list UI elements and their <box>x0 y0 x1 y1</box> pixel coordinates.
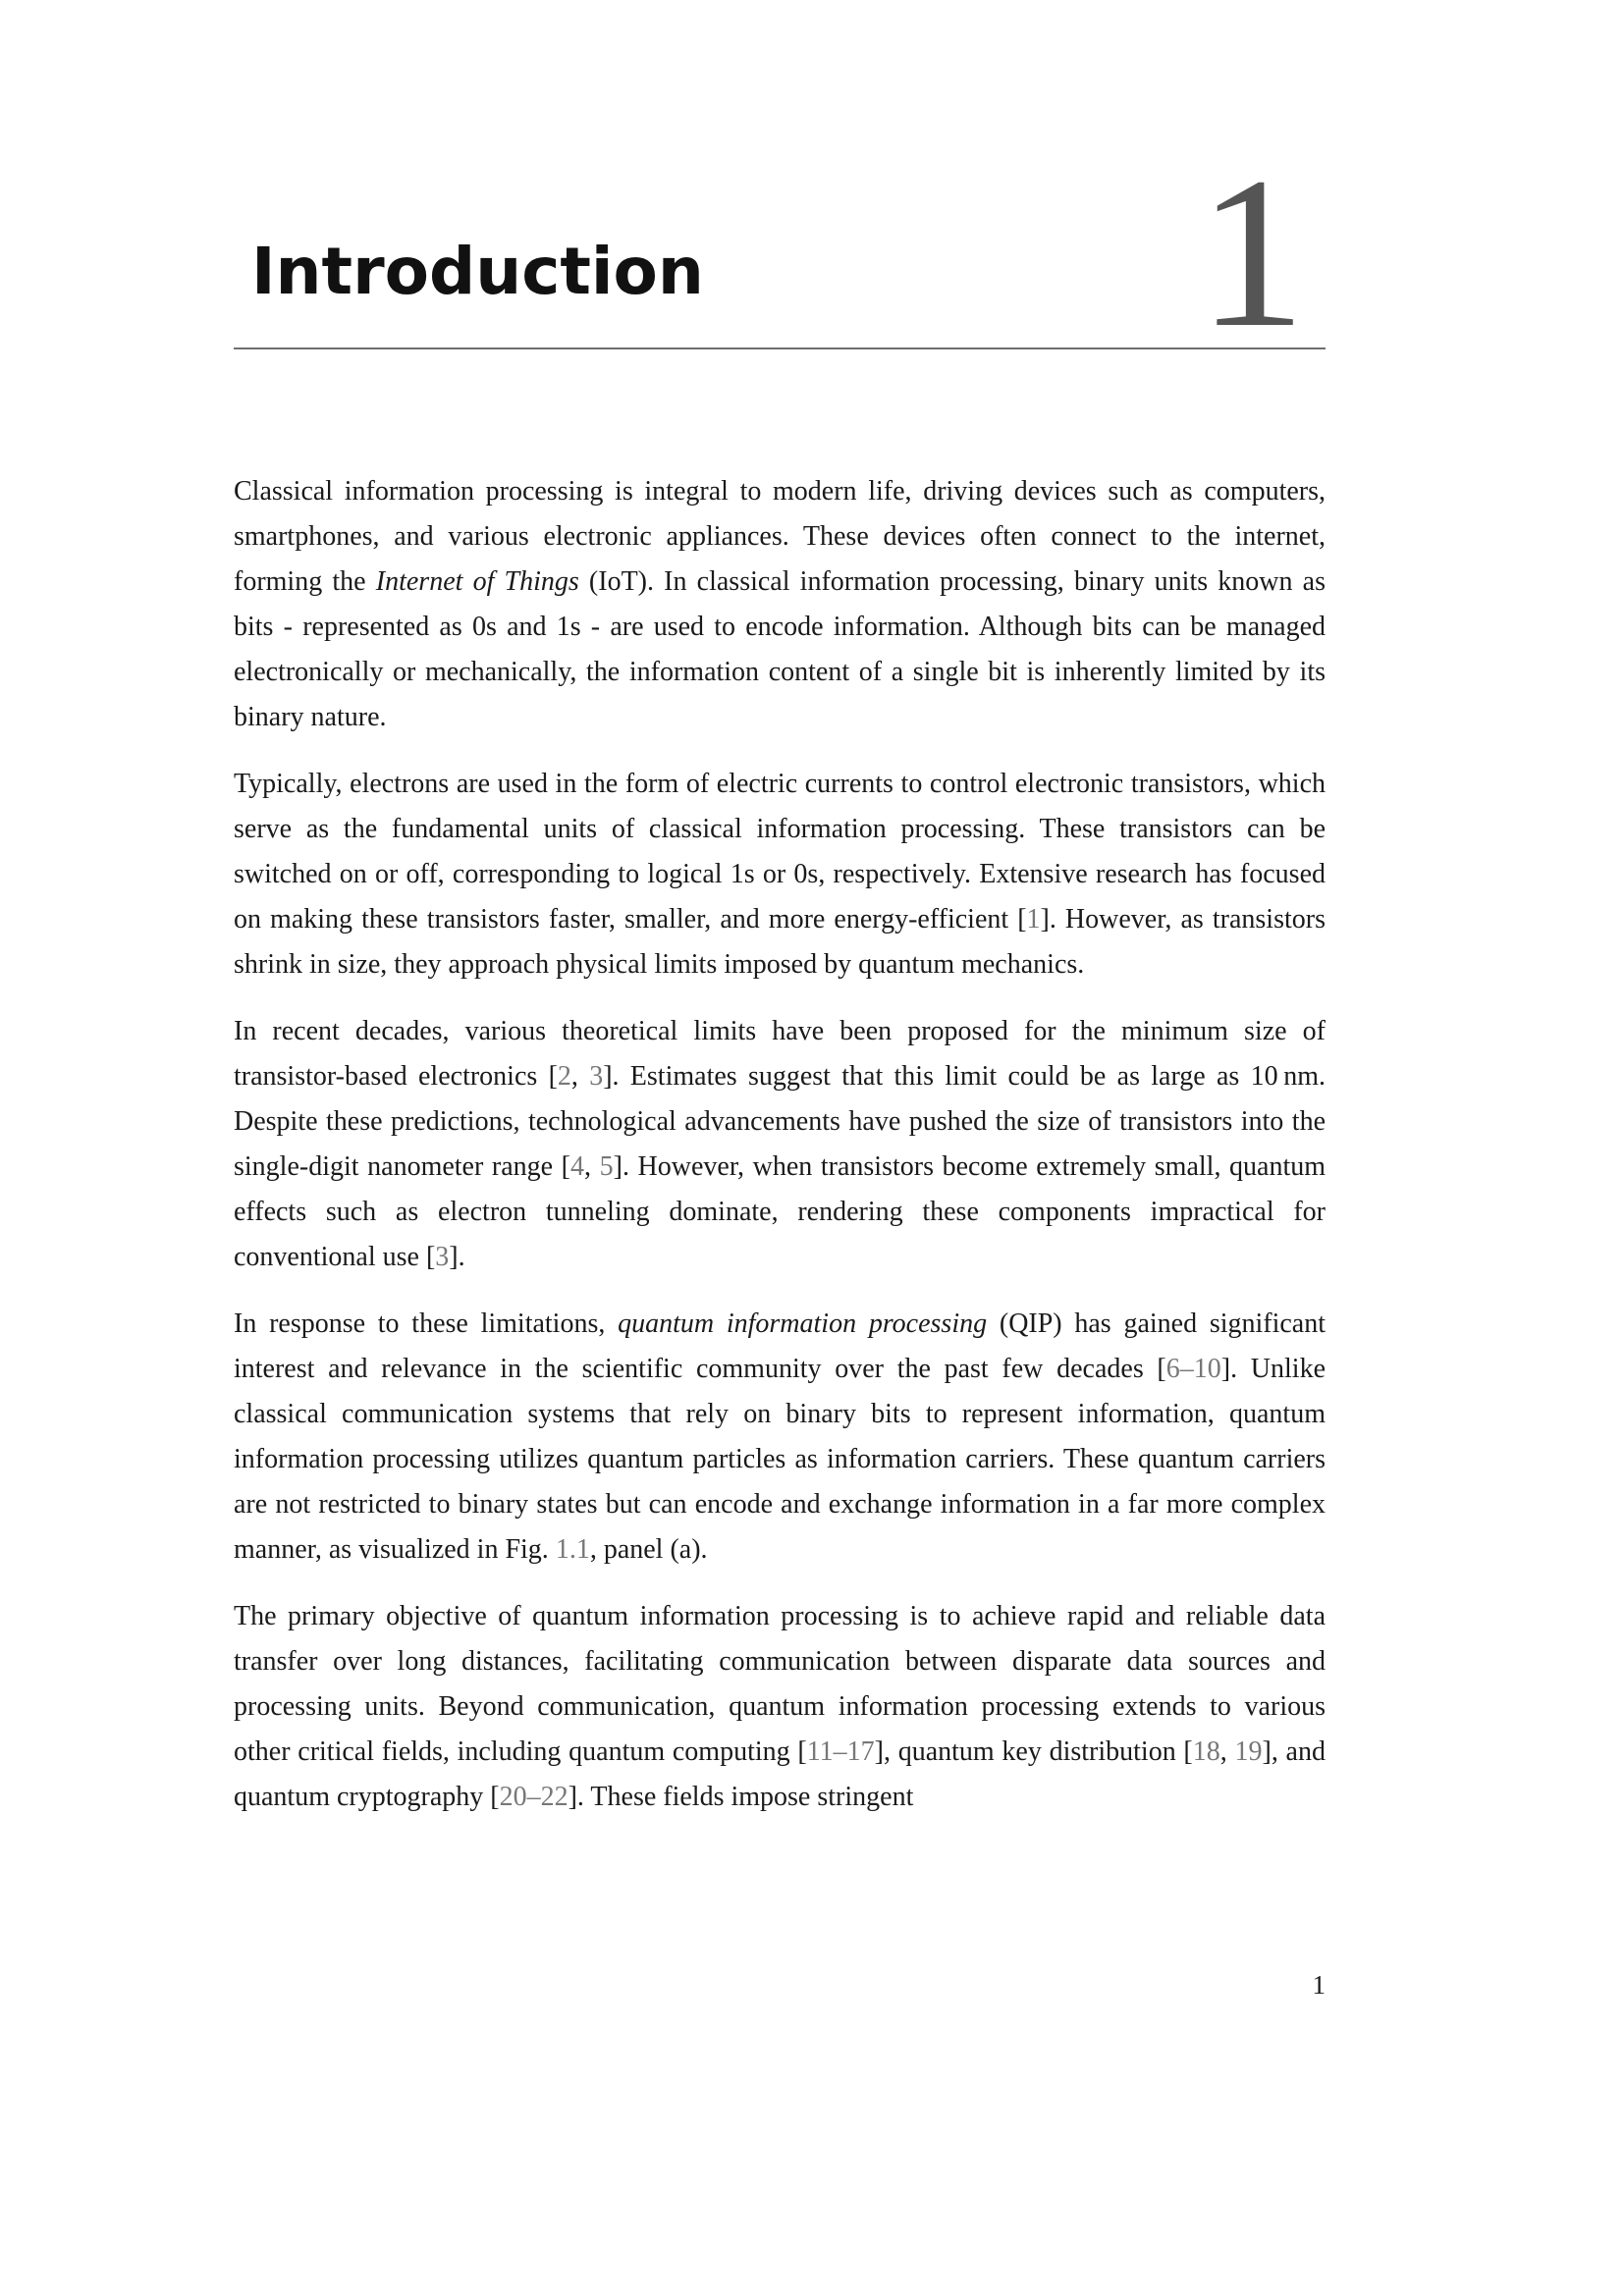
chapter-title: Introduction <box>251 234 704 309</box>
text-run: , panel (a). <box>589 1534 708 1565</box>
citation-link[interactable]: 3 <box>589 1061 604 1092</box>
paragraph <box>234 1302 1326 1573</box>
citation-link[interactable]: 3 <box>435 1242 450 1272</box>
citation-link[interactable]: 20–22 <box>499 1782 568 1812</box>
paragraph <box>234 469 1326 740</box>
citation-link[interactable]: 19 <box>1234 1736 1263 1767</box>
text-run: ]. Estimates suggest that this limit could be as large as 10 nm. Despite these predictions, technological advancements have pushed the size of transistors into the single-digit nanometer range [ <box>234 1061 1326 1182</box>
text-run: Typically, electrons are used in the form of electric currents to control electronic transistors, which serve as the fundamental units of classical information processing. These transistors can be switched on or off, corresponding to logical 1s or 0s, respectively. Extensive research has focused on making these transistors faster, smaller, and more energy-efficient [ <box>234 769 1326 934</box>
text-run: The primary objective of quantum information processing is to achieve rapid and reliable data transfer over long distances, facilitating communication between disparate data sources and processing units. Beyond communication, quantum information processing extends to various other critical fields, including quantum computing [ <box>234 1601 1326 1767</box>
text-run: Classical information processing is integral to modern life, driving devices such as computers, smartphones, and various electronic appliances. These devices often connect to the internet, forming the <box>234 476 1326 597</box>
text-run: ]. <box>449 1242 465 1272</box>
text-run: ]. Unlike classical communication systems that rely on binary bits to represent information, quantum information processing utilizes quantum particles as information carriers. These quantum carriers are not restricted to binary states but can encode and exchange information in a far more complex manner, as visualized in Fig. <box>234 1354 1326 1565</box>
chapter-number: 1 <box>1198 133 1306 373</box>
chapter-header <box>234 133 1326 373</box>
text-run: ]. These fields impose stringent <box>568 1782 914 1812</box>
paragraph <box>234 762 1326 988</box>
emphasized-term: quantum information processing <box>618 1308 988 1339</box>
citation-link[interactable]: 2 <box>557 1061 571 1092</box>
text-run: , <box>584 1151 600 1182</box>
citation-link[interactable]: 4 <box>570 1151 585 1182</box>
citation-link[interactable]: 1 <box>1026 904 1041 934</box>
citation-link[interactable]: 5 <box>599 1151 614 1182</box>
paragraph <box>234 1009 1326 1280</box>
citation-link[interactable]: 6–10 <box>1165 1354 1221 1384</box>
text-run: ]. However, as transistors shrink in size, they approach physical limits imposed by quantum mechanics. <box>234 904 1326 980</box>
emphasized-term: Internet of Things <box>375 566 579 597</box>
citation-link[interactable]: 18 <box>1192 1736 1220 1767</box>
text-run: In recent decades, various theoretical limits have been proposed for the minimum size of transistor-based electronics [ <box>234 1016 1326 1092</box>
text-run: (IoT). In classical information processing, binary units known as bits - represented as 0s and 1s - are used to encode information. Although bits can be managed electronically or mechanically, the information content of a single bit is inherently limited by its binary nature. <box>234 566 1326 732</box>
text-run: (QIP) has gained significant interest and relevance in the scientific community over the past few decades [ <box>234 1308 1326 1384</box>
paragraph <box>234 1594 1326 1820</box>
citation-link[interactable]: 1.1 <box>555 1534 590 1565</box>
text-run: , <box>1219 1736 1235 1767</box>
text-run: In response to these limitations, <box>234 1308 619 1339</box>
chapter-body <box>234 469 1326 1842</box>
text-run: ], and quantum cryptography [ <box>234 1736 1326 1812</box>
page-number: 1 <box>1312 1970 1326 2000</box>
text-run: ], quantum key distribution [ <box>874 1736 1193 1767</box>
citation-link[interactable]: 11–17 <box>806 1736 875 1767</box>
text-run: ]. However, when transistors become extremely small, quantum effects such as electron tunneling dominate, rendering these components impractical for conventional use [ <box>234 1151 1326 1272</box>
text-run: , <box>570 1061 590 1092</box>
